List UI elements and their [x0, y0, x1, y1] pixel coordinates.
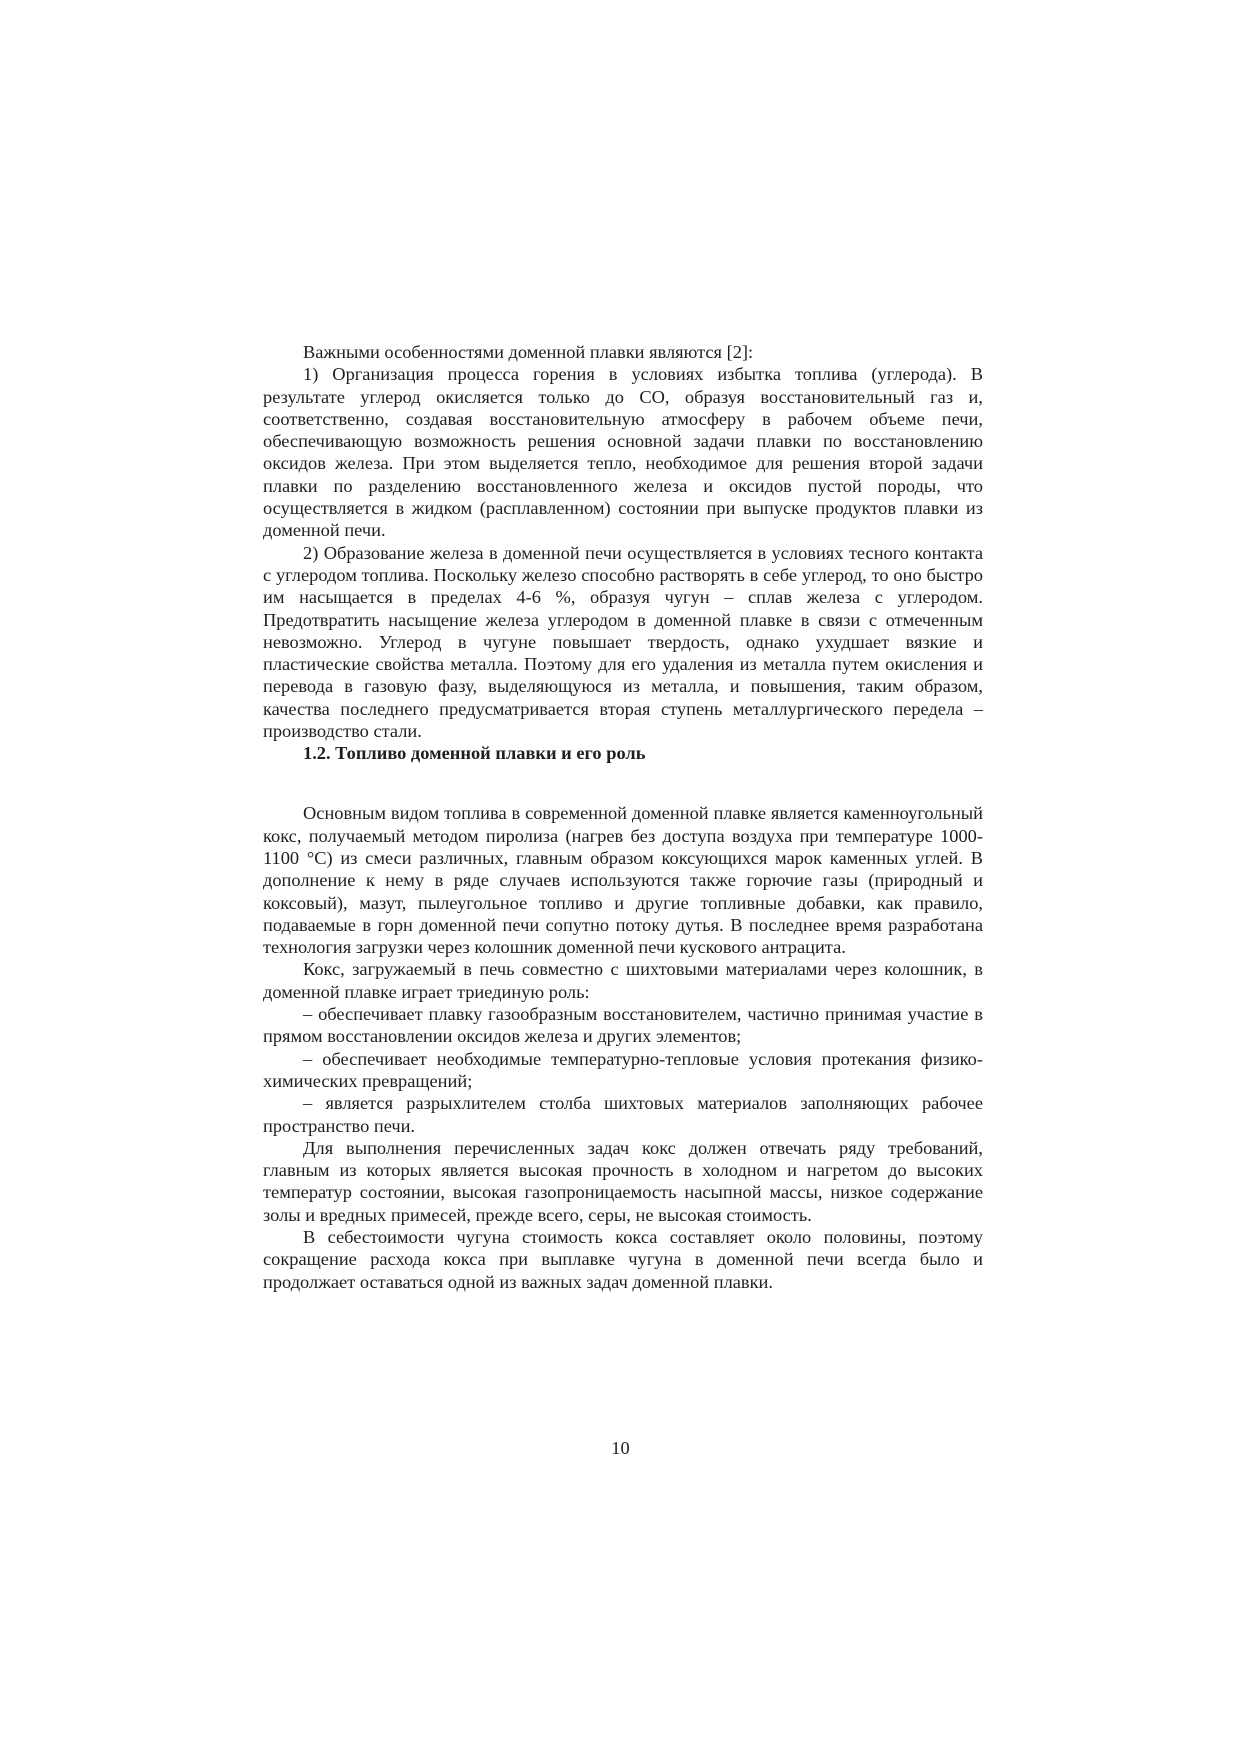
cost-paragraph: В себестоимости чугуна стоимость кокса составляет около половины, поэтому сокращение расхода кокса при выплавке чугуна в доменной печи всегда было и продолжает оставаться одной из важных задач доменной плавки. [263, 1226, 983, 1292]
fuel-paragraph: Основным видом топлива в современной доменной плавке является каменноугольный кокс, получаемый методом пиролиза (нагрев без доступа воздуха при температуре 1000-1100 °С) из смеси различных, главным образом коксующихся марок каменных углей. В дополнение к нему в ряде случаев используются также горючие газы (природный и коксовый), мазут, пылеугольное топливо и другие топливные добавки, как правило, подаваемые в горн доменной печи сопутно потоку дутья. В последнее время разработана технология загрузки через колошник доменной печи кускового антрацита. [263, 803, 983, 958]
coke-role-item-1: – обеспечивает плавку газообразным восстановителем, частично принимая участие в прямом восстановлении оксидов железа и других элементов; [263, 1004, 983, 1047]
page-body [263, 341, 983, 1293]
coke-role-item-2: – обеспечивает необходимые температурно-тепловые условия протекания физико-химических превращений; [263, 1048, 983, 1091]
coke-role-paragraph: Кокс, загружаемый в печь совместно с шихтовыми материалами через колошник, в доменной плавке играет триединую роль: [263, 959, 983, 1002]
section-heading: 1.2. Топливо доменной плавки и его роль [303, 743, 646, 764]
intro-paragraph: Важными особенностями доменной плавки являются [2]: [303, 342, 754, 362]
coke-role-item-3: – является разрыхлителем столба шихтовых материалов заполняющих рабочее пространство печи. [263, 1093, 983, 1136]
feature-paragraph-2: 2) Образование железа в доменной печи осуществляется в условиях тесного контакта с углеродом топлива. Поскольку железо способно растворять в себе углерод, то оно быстро им насыщается в пределах 4-6 %, образуя чугун – сплав железа с углеродом. Предотвратить насыщение железа углеродом в доменной плавке в связи с отмеченным невозможно. Углерод в чугуне повышает твердость, однако ухудшает вязкие и пластические свойства металла. Поэтому для его удаления из металла путем окисления и перевода в газовую фазу, выделяющуюся из металла, и повышения, таким образом, качества последнего предусматривается вторая ступень металлургического передела – производство стали. [263, 542, 983, 742]
feature-paragraph-1: 1) Организация процесса горения в условиях избытка топлива (углерода). В результате углерод окисляется только до СО, образуя восстановительный газ и, соответственно, создавая восстановительную атмосферу в рабочем объеме печи, обеспечивающую возможность решения основной задачи плавки по восстановлению оксидов железа. При этом выделяется тепло, необходимое для решения второй задачи плавки по разделению восстановленного железа и оксидов пустой породы, что осуществляется в жидком (расплавленном) состоянии при выпуске продуктов плавки из доменной печи. [263, 364, 983, 541]
requirements-paragraph: Для выполнения перечисленных задач кокс должен отвечать ряду требований, главным из которых является высокая прочность в холодном и нагретом до высоких температур состоянии, высокая газопроницаемость насыпной массы, низкое содержание золы и вредных примесей, прежде всего, серы, не высокая стоимость. [263, 1137, 983, 1225]
page-number: 10 [611, 1438, 630, 1458]
